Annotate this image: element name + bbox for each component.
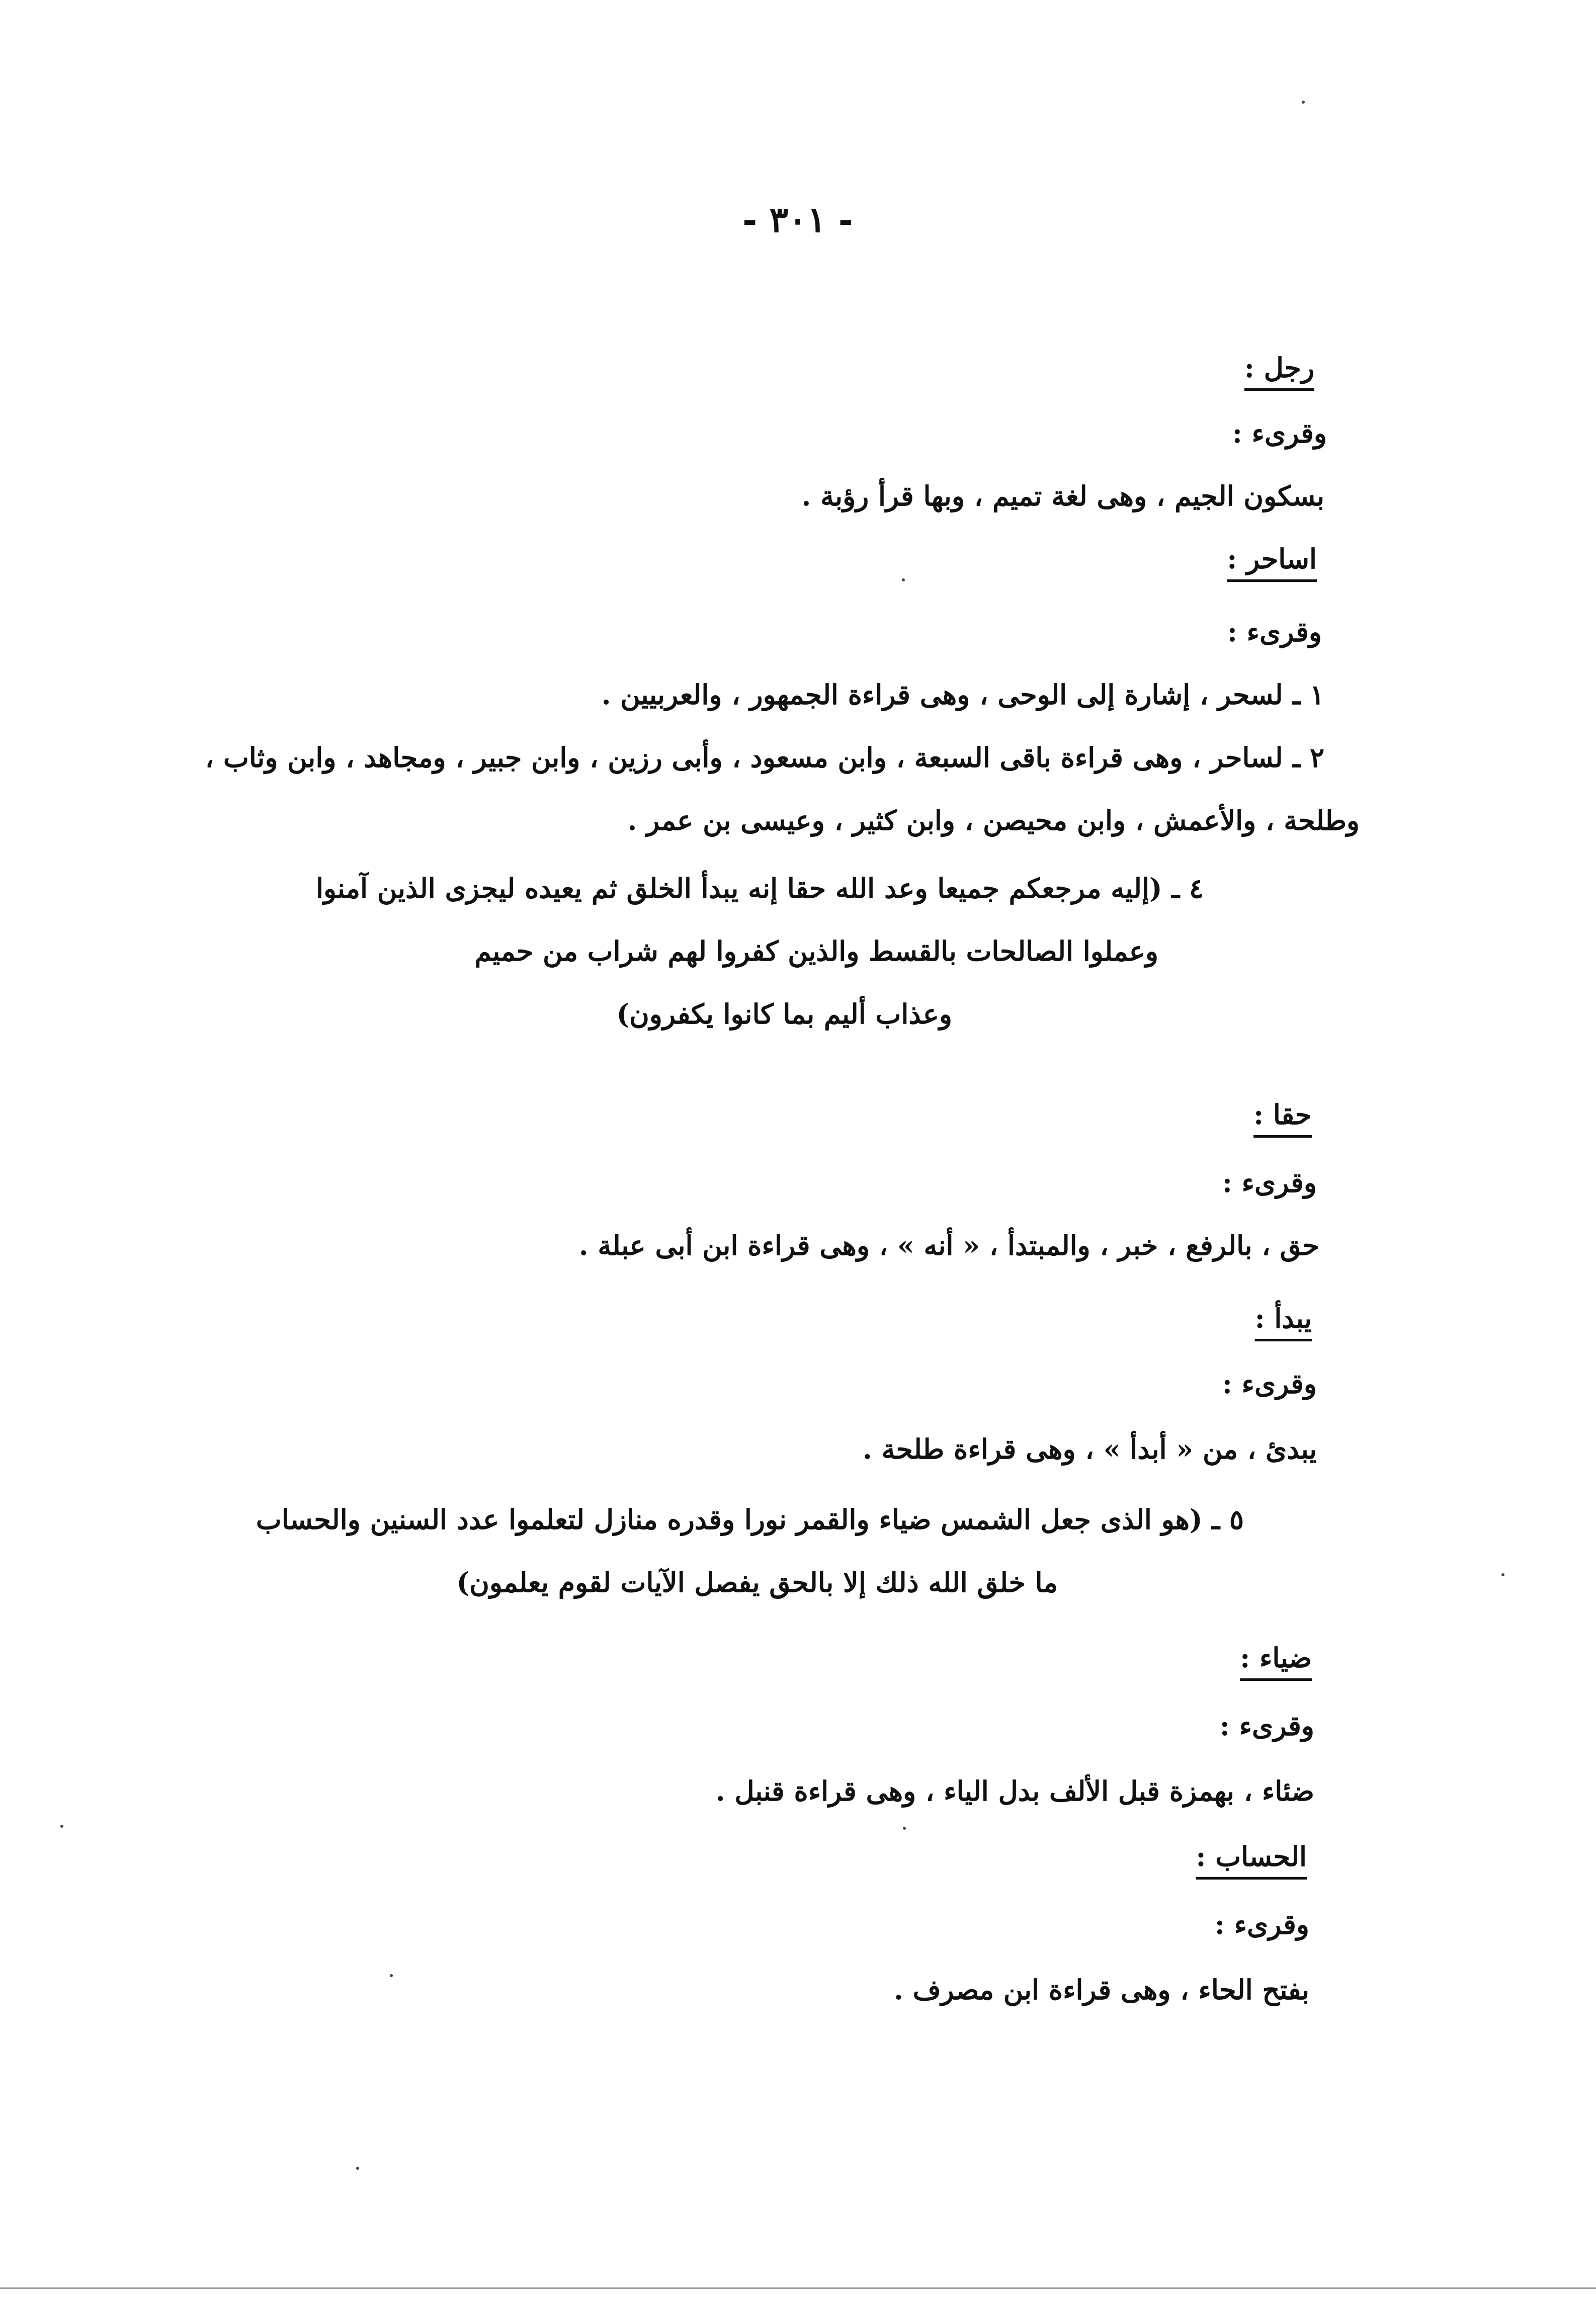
scan-speck	[902, 578, 905, 581]
headword-rajul: رجل :	[1244, 352, 1314, 384]
headword-alhisab: الحساب :	[1196, 1840, 1307, 1873]
reading-text: ٢ ـ لساحر ، وهى قراءة باقى السبعة ، وابن مسعود ، وأبى رزين ، وابن جبير ، ومجاهد ، وابن وثاب ،	[205, 741, 1324, 774]
reading-text: وطلحة ، والأعمش ، وابن محيصن ، وابن كثير ، وعيسى بن عمر .	[627, 804, 1360, 836]
quran-verse-line: ما خلق الله ذلك إلا بالحق يفصل الآيات لقوم يعلمون)	[456, 1566, 1058, 1598]
qurie-label: وقرىء :	[1214, 1908, 1309, 1940]
reading-text: ١ ـ لسحر ، إشارة إلى الوحى ، وهى قراءة الجمهور ، والعربيين .	[601, 678, 1324, 711]
headword-diyaa: ضياء :	[1240, 1642, 1312, 1674]
quran-verse-line: ٤ ـ (إليه مرجعكم جميعا وعد الله حقا إنه يبدأ الخلق ثم يعيده ليجزى الذين آمنوا	[315, 872, 1204, 904]
reading-text: يبدئ ، من « أبدأ » ، وهى قراءة طلحة .	[862, 1433, 1317, 1465]
qurie-label: وقرىء :	[1232, 417, 1327, 449]
scan-speck	[60, 1825, 63, 1828]
page-number: - ٣٠١ -	[742, 199, 853, 240]
quran-verse-line: ٥ ـ (هو الذى جعل الشمس ضياء والقمر نورا وقدره منازل لتعلموا عدد السنين والحساب	[256, 1503, 1244, 1536]
scan-speck	[1302, 101, 1305, 104]
reading-text: ضئاء ، بهمزة قبل الألف بدل الياء ، وهى قراءة قنبل .	[715, 1775, 1314, 1807]
headword-asahir: اساحر :	[1227, 543, 1317, 575]
reading-text: بفتح الحاء ، وهى قراءة ابن مصرف .	[893, 1974, 1309, 2006]
reading-text: حق ، بالرفع ، خبر ، والمبتدأ ، « أنه » ، وهى قراءة ابن أبى عبلة .	[578, 1229, 1319, 1261]
headword-yabdau: يبدأ :	[1254, 1302, 1312, 1334]
page-bottom-border	[0, 2287, 1596, 2289]
qurie-label: وقرىء :	[1222, 1166, 1317, 1199]
quran-verse-line: وعملوا الصالحات بالقسط والذين كفروا لهم شراب من حميم	[474, 935, 1158, 967]
scan-speck	[903, 1827, 906, 1830]
scan-speck	[1501, 1573, 1504, 1576]
quran-verse-line: وعذاب أليم بما كانوا يكفرون)	[616, 998, 952, 1030]
scan-speck	[356, 2167, 359, 2170]
reading-text: بسكون الجيم ، وهى لغة تميم ، وبها قرأ رؤبة .	[801, 480, 1324, 512]
headword-haqqan: حقا :	[1253, 1098, 1312, 1131]
qurie-label: وقرىء :	[1222, 1368, 1317, 1400]
scan-speck	[390, 1974, 393, 1977]
qurie-label: وقرىء :	[1227, 616, 1322, 648]
qurie-label: وقرىء :	[1219, 1710, 1314, 1742]
